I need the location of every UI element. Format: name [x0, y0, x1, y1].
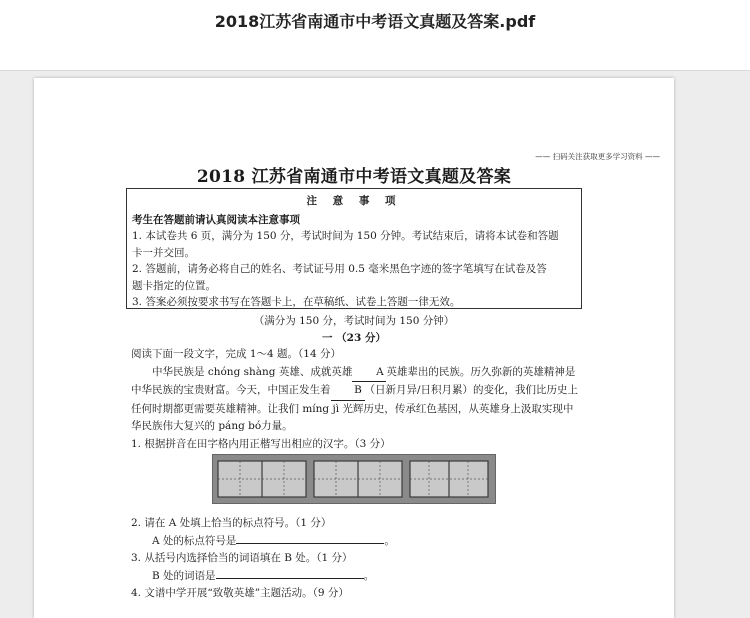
question-1: 1. 根据拼音在田字格内用正楷写出相应的汉字。（3 分） — [131, 437, 391, 450]
notice-line: 1. 本试卷共 6 页，满分为 150 分，考试时间为 150 分钟。考试结束后，请将本试卷和答题 — [132, 230, 559, 242]
passage-text: 中华民族是 chóng shàng 英雄、成就英雄 — [152, 365, 353, 378]
tianzige-grid-image — [212, 454, 496, 504]
passage-paragraph — [131, 364, 579, 436]
answer-line-3 — [131, 568, 579, 586]
scan-note: —— 扫码关注获取更多学习资料 —— — [535, 152, 660, 161]
notice-line: 3. 答案必须按要求书写在答题卡上，在草稿纸、试卷上答题一律无效。 — [132, 296, 461, 308]
full-score-note: （满分为 150 分，考试时间为 150 分钟） — [253, 315, 455, 327]
end-mark: 。 — [363, 569, 375, 582]
document-title: 2018 江苏省南通市中考语文真题及答案 — [196, 167, 512, 187]
question-3: 3. 从括号内选择恰当的词语填在 B 处。（1 分） — [131, 552, 353, 564]
reading-intro: 阅读下面一段文字，完成 1～4 题。（14 分） — [131, 348, 341, 360]
viewer-toolbar — [0, 0, 750, 71]
notice-line: 2. 答题前，请务必将自己的姓名、考试证号用 0.5 毫米黑色字迹的签字笔填写在试卷及答 — [132, 263, 547, 275]
tianzige-grid-icon — [213, 455, 495, 503]
blank-b: B — [331, 382, 365, 401]
question-2: 2. 请在 A 处填上恰当的标点符号。（1 分） — [131, 517, 332, 529]
questions-block — [131, 515, 579, 603]
notice-subtitle: 考生在答题前请认真阅读本注意事项 — [132, 213, 300, 226]
passage-text: 英雄辈出的民族。历久弥新的英雄精神是中华民族的宝贵财富。今天，中国正发生着 — [131, 365, 576, 396]
notice-line: 题卡指定的位置。 — [132, 279, 216, 292]
file-title: 2018江苏省南通市中考语文真题及答案.pdf — [214, 12, 536, 31]
notice-box — [126, 188, 582, 309]
answer-blank — [236, 543, 384, 544]
notice-line: 卡一并交回。 — [132, 246, 195, 259]
question-4: 4. 文谱中学开展“致敬英雄”主题活动。（9 分） — [131, 587, 349, 599]
answer-blank — [216, 578, 364, 579]
answer-prompt: B 处的词语是 — [152, 569, 216, 582]
answer-prompt: A 处的标点符号是 — [152, 534, 237, 547]
blank-a: A — [352, 364, 386, 383]
end-mark: 。 — [384, 534, 395, 547]
answer-line-2 — [131, 533, 579, 551]
notice-heading: 注 意 事 项 — [306, 195, 402, 207]
reading-passage — [131, 346, 579, 453]
section-title: 一 （23 分） — [322, 332, 386, 344]
passage-text: （日新月异/日积月累）的变化，我们比历史上任何时期都更需要英雄精神。让我们 míng jì 光辉历史，传承红色基因，从英雄身上汲取实现中华民族伟大复兴的 páng bó力量。 — [131, 384, 579, 432]
document-page — [34, 78, 674, 618]
